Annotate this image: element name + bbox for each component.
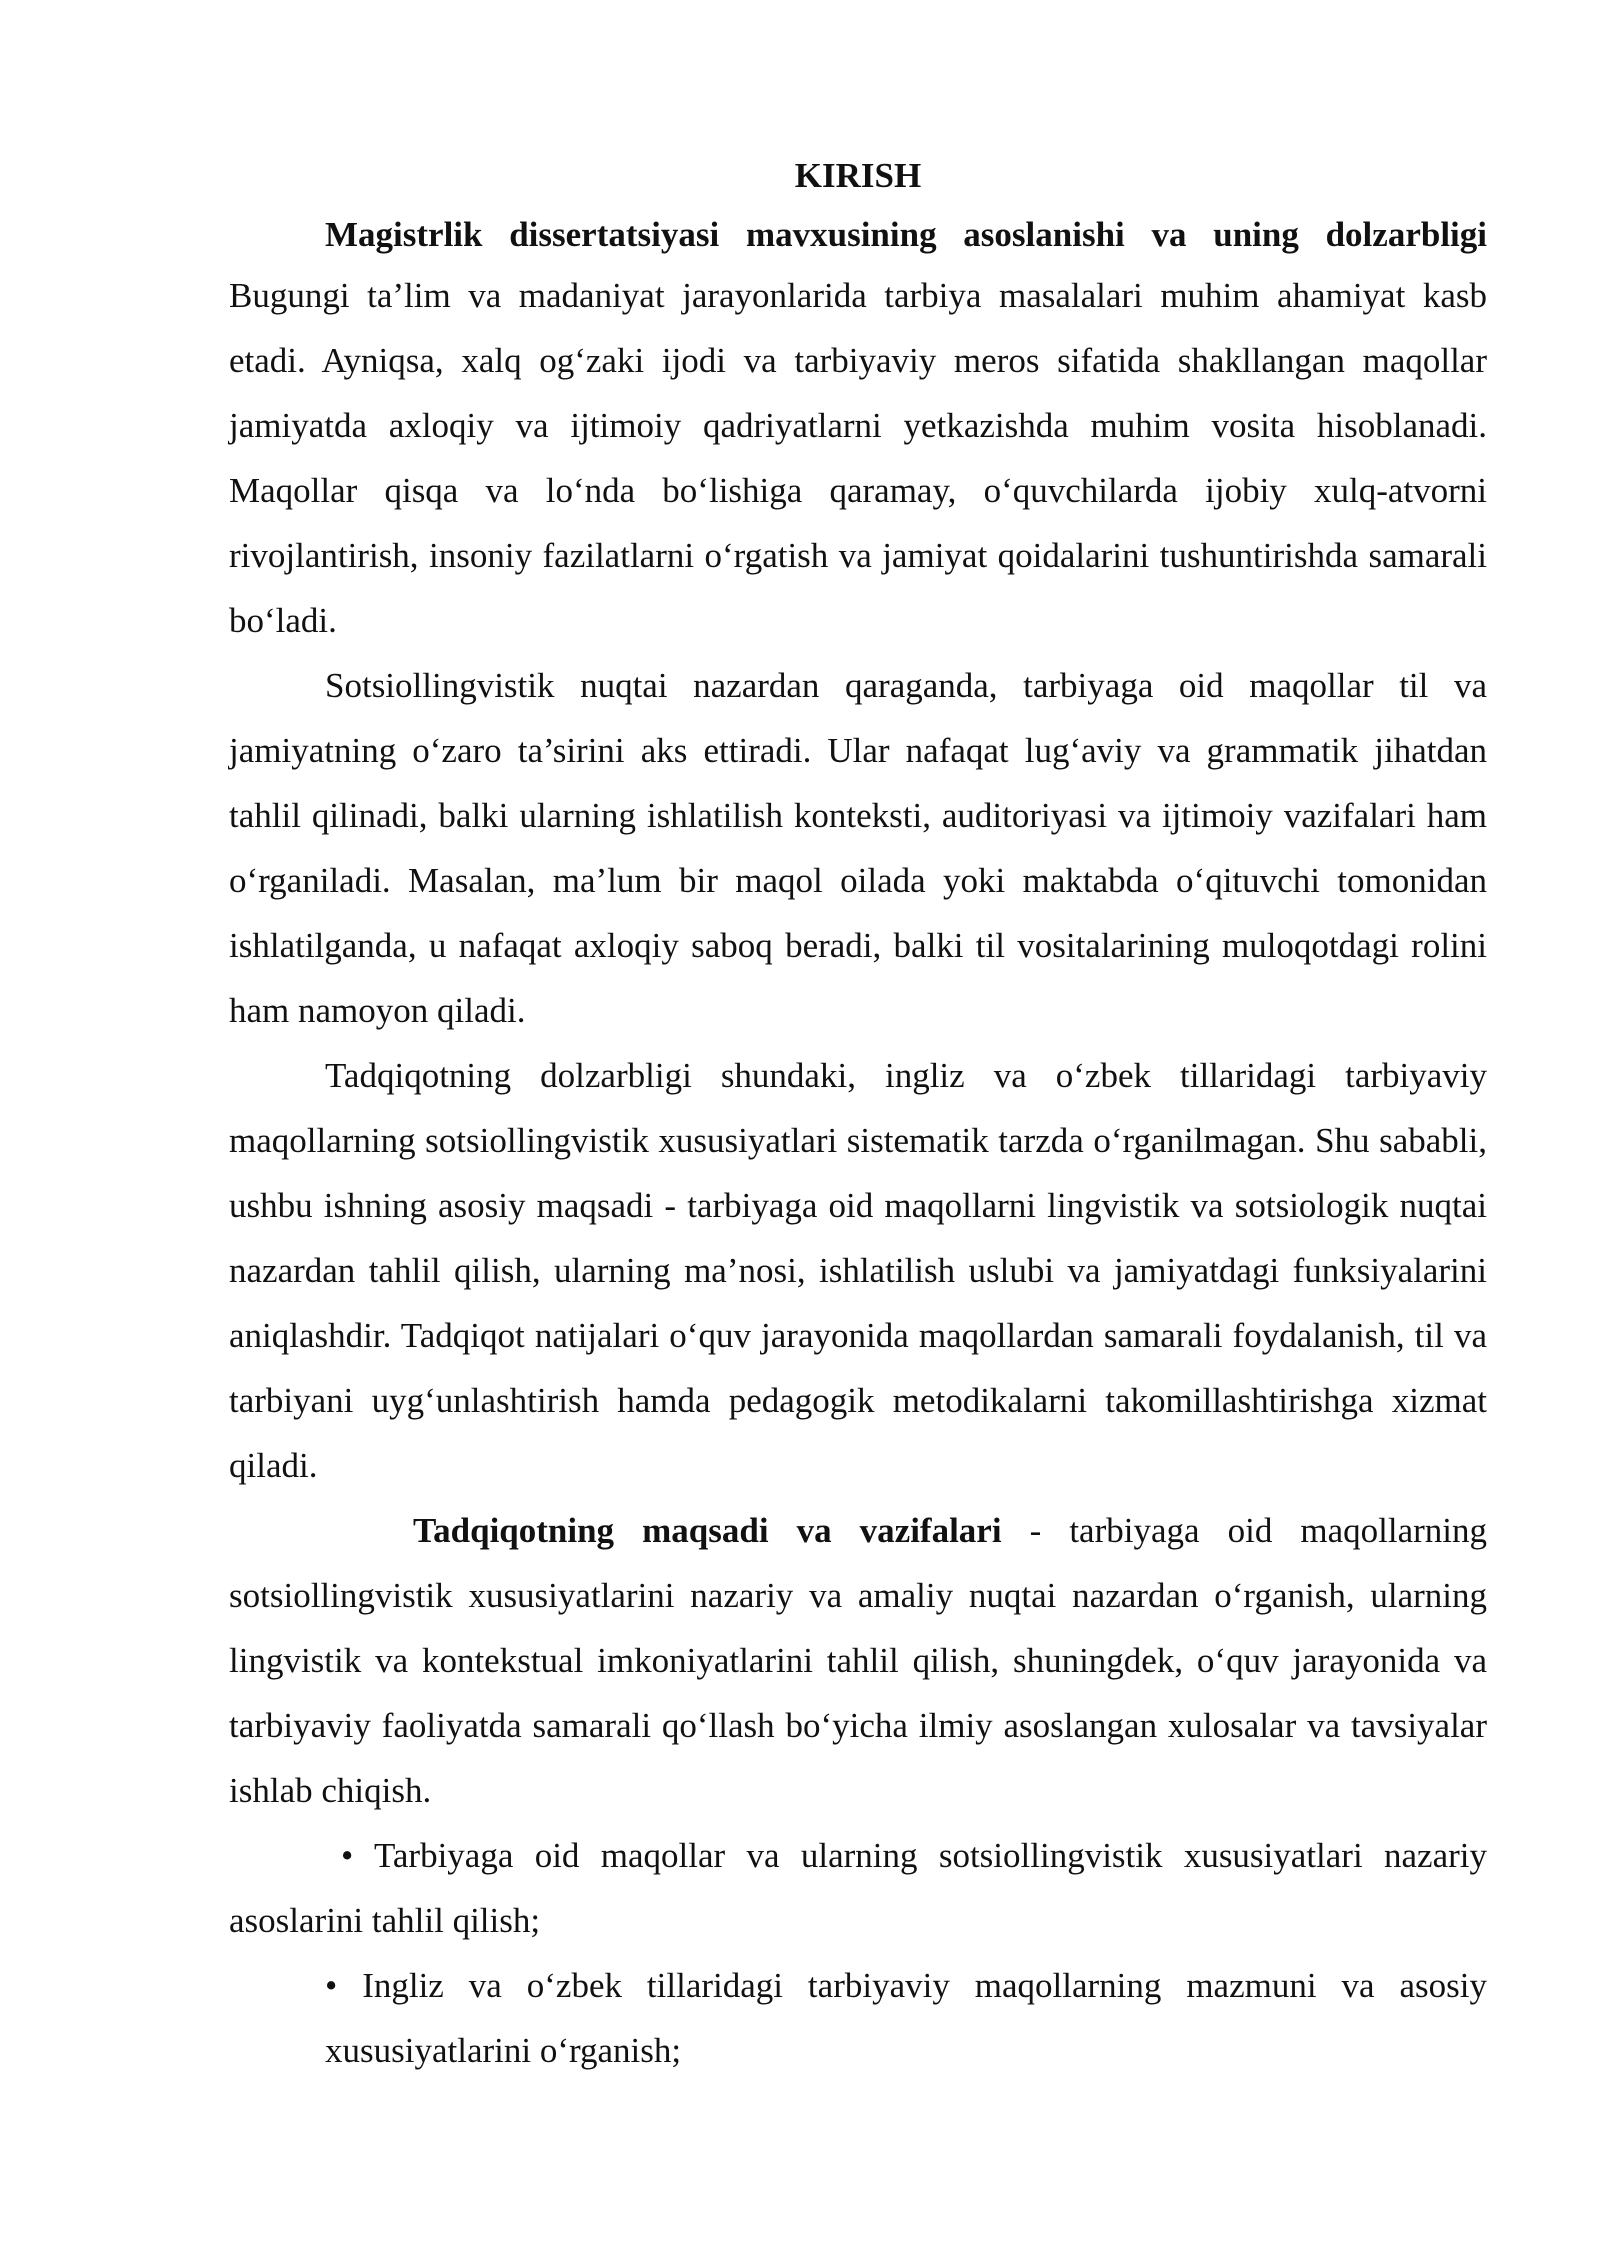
document-page [229,150,1487,2083]
aims-heading: Tadqiqotning maqsadi va vazifalari [413,1511,1002,1550]
paragraph-sociolinguistic: Sotsiollingvistik nuqtai nazardan qaraganda, tarbiyaga oid maqollar til va jamiyatning o‘zaro ta’sirini aks ettiradi. Ular nafaqat lug‘aviy va grammatik jihatdan tahlil qilinadi, balki ularning ishlatilish konteksti, auditoriyasi va ijtimoiy vazifalari ham o‘rganiladi. Masalan, ma’lum bir maqol oilada yoki maktabda o‘qituvchi tomonidan ishlatilganda, u nafaqat axloqiy saboq beradi, balki til vositalarining muloqotdagi rolini ham namoyon qiladi. [229,666,1487,1030]
page-title: KIRISH [794,156,922,195]
section-subtitle: Magistrlik dissertatsiyasi mavxusining asoslanishi va uning dolzarbligi [325,215,1487,254]
list-item: • Ingliz va o‘zbek tillaridagi tarbiyaviy maqollarning mazmuni va asosiy xususiyatlarini o‘rganish; [325,1966,1487,2070]
paragraph-intro: Bugungi ta’lim va madaniyat jarayonlarida tarbiya masalalari muhim ahamiyat kasb etadi. Ayniqsa, xalq og‘zaki ijodi va tarbiyaviy meros sifatida shakllangan maqollar jamiyatda axloqiy va ijtimoiy qadriyatlarni yetkazishda muhim vosita hisoblanadi. Maqollar qisqa va lo‘nda bo‘lishiga qaramay, o‘quvchilarda ijobiy xulq-atvorni rivojlantirish, insoniy fazilatlarni o‘rgatish va jamiyat qoidalarini tushuntirishda samarali bo‘ladi. [229,276,1487,640]
list-item: • Tarbiyaga oid maqollar va ularning sotsiollingvistik xususiyatlari nazariy asoslarini tahlil qilish; [229,1836,1487,1940]
paragraph-aims [229,1498,1487,1823]
aims-text: - tarbiyaga oid maqollarning sotsiollingvistik xususiyatlarini nazariy va amaliy nuqtai nazardan o‘rganish, ularning lingvistik va kontekstual imkoniyatlarini tahlil qilish, shuningdek, o‘quv jarayonida va tarbiyaviy faoliyatda samarali qo‘llash bo‘yicha ilmiy asoslangan xulosalar va tavsiyalar ishlab chiqish. [229,1511,1487,1810]
paragraph-relevance: Tadqiqotning dolzarbligi shundaki, ingliz va o‘zbek tillaridagi tarbiyaviy maqollarning sotsiollingvistik xususiyatlari sistematik tarzda o‘rganilmagan. Shu sababli, ushbu ishning asosiy maqsadi - tarbiyaga oid maqollarni lingvistik va sotsiologik nuqtai nazardan tahlil qilish, ularning ma’nosi, ishlatilish uslubi va jamiyatdagi funksiyalarini aniqlashdir. Tadqiqot natijalari o‘quv jarayonida maqollardan samarali foydalanish, til va tarbiyani uyg‘unlashtirish hamda pedagogik metodikalarni takomillashtirishga xizmat qiladi. [229,1056,1487,1485]
